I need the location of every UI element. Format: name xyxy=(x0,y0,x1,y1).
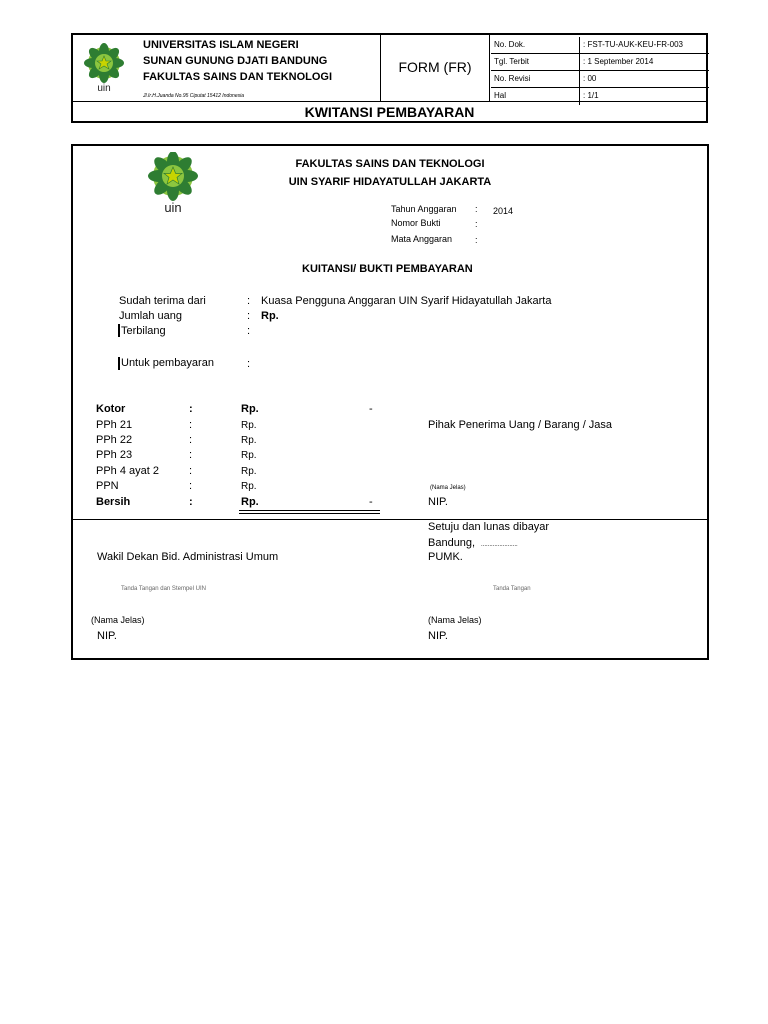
approval-date-dots: ...................... xyxy=(481,542,518,548)
separator: : xyxy=(475,204,478,214)
total-double-underline xyxy=(239,513,380,514)
separator: : xyxy=(247,310,251,322)
amount-currency: Rp. xyxy=(241,481,257,492)
university-line2: SUNAN GUNUNG DJATI BANDUNG xyxy=(143,55,328,67)
receipt-subtitle: KUITANSI/ BUKTI PEMBAYARAN xyxy=(302,263,473,275)
receipt-university: UIN SYARIF HIDAYATULLAH JAKARTA xyxy=(288,176,492,188)
amount-currency: Rp. xyxy=(241,466,257,477)
field-in-words-label: Terbilang xyxy=(121,325,166,337)
pumk-name-hint: (Nama Jelas) xyxy=(428,615,482,625)
total-double-underline xyxy=(239,510,380,511)
separator: : xyxy=(189,419,193,431)
amount-label: Kotor xyxy=(96,403,126,415)
amount-currency: Rp. xyxy=(241,435,257,446)
address: Jl.Ir.H.Juanda No.95 Ciputat 15412 Indonesia xyxy=(143,93,244,99)
field-purpose-label: Untuk pembayaran xyxy=(121,357,214,369)
receipt xyxy=(71,144,709,660)
field-amount-value: Rp. xyxy=(261,310,279,322)
recipient-label: Pihak Penerima Uang / Barang / Jasa xyxy=(428,419,613,431)
receipt-number-label: Nomor Bukti xyxy=(391,218,441,228)
separator: : xyxy=(247,295,251,307)
budget-account-label: Mata Anggaran xyxy=(391,234,453,244)
uin-logo xyxy=(76,43,132,93)
amount-label: PPh 21 xyxy=(96,419,133,431)
recipient-name-hint: (Nama Jelas) xyxy=(430,485,466,491)
approver-nip: NIP. xyxy=(97,630,117,642)
form-label: FORM (FR) xyxy=(398,59,472,75)
document-header xyxy=(71,33,708,123)
logo-wordmark: uin xyxy=(164,200,182,214)
separator: : xyxy=(189,465,193,477)
university-line1: UNIVERSITAS ISLAM NEGERI xyxy=(143,39,299,51)
faculty-name: FAKULTAS SAINS DAN TEKNOLOGI xyxy=(143,71,333,83)
amount-currency: Rp. xyxy=(241,496,259,508)
separator: : xyxy=(189,449,193,461)
amount-currency: Rp. xyxy=(241,420,257,431)
meta-row: No. Revisi : 00 xyxy=(491,71,709,88)
receipt-faculty: FAKULTAS SAINS DAN TEKNOLOGI xyxy=(295,158,485,170)
amount-label: PPh 22 xyxy=(96,434,133,446)
amount-label: PPh 4 ayat 2 xyxy=(96,465,159,477)
section-divider xyxy=(73,519,707,520)
meta-row: No. Dok. : FST-TU-AUK-KEU-FR-003 xyxy=(491,37,709,54)
approver-sign-hint: Tanda Tangan dan Stempel UIN xyxy=(121,586,206,592)
separator: : xyxy=(475,235,478,245)
text-cursor xyxy=(118,324,120,337)
amount-label: PPN xyxy=(96,480,119,492)
amount-label: PPh 23 xyxy=(96,449,133,461)
field-received-from-value: Kuasa Pengguna Anggaran UIN Syarif Hidayatullah Jakarta xyxy=(261,295,552,307)
document-title: KWITANSI PEMBAYARAN xyxy=(304,104,475,120)
text-cursor xyxy=(118,357,120,370)
separator: : xyxy=(247,325,251,337)
logo-wordmark: uin xyxy=(97,83,111,93)
separator: : xyxy=(189,480,193,492)
pumk-sign-hint: Tanda Tangan xyxy=(493,586,531,592)
pumk-nip: NIP. xyxy=(428,630,448,642)
amount-currency: Rp. xyxy=(241,450,257,461)
recipient-nip: NIP. xyxy=(428,496,448,508)
separator: : xyxy=(189,496,193,508)
approval-city: Bandung, xyxy=(428,537,476,549)
approver-name-hint: (Nama Jelas) xyxy=(91,615,145,625)
amount-currency: Rp. xyxy=(241,403,259,415)
pumk-title: PUMK. xyxy=(428,551,463,563)
amount-value: - xyxy=(369,496,373,508)
separator: : xyxy=(475,219,478,229)
meta-row: Tgl. Terbit : 1 September 2014 xyxy=(491,54,709,71)
meta-row: Hal : 1/1 xyxy=(491,88,709,104)
separator: : xyxy=(247,358,251,370)
budget-year-value: 2014 xyxy=(493,206,514,216)
field-amount-label: Jumlah uang xyxy=(119,310,182,322)
field-received-from-label: Sudah terima dari xyxy=(119,295,206,307)
separator: : xyxy=(189,403,193,415)
budget-year-label: Tahun Anggaran xyxy=(391,204,457,214)
approver-title: Wakil Dekan Bid. Administrasi Umum xyxy=(97,551,279,563)
amount-label: Bersih xyxy=(96,496,131,508)
approval-line1: Setuju dan lunas dibayar xyxy=(428,521,550,533)
separator: : xyxy=(189,434,193,446)
amount-value: - xyxy=(369,403,373,415)
